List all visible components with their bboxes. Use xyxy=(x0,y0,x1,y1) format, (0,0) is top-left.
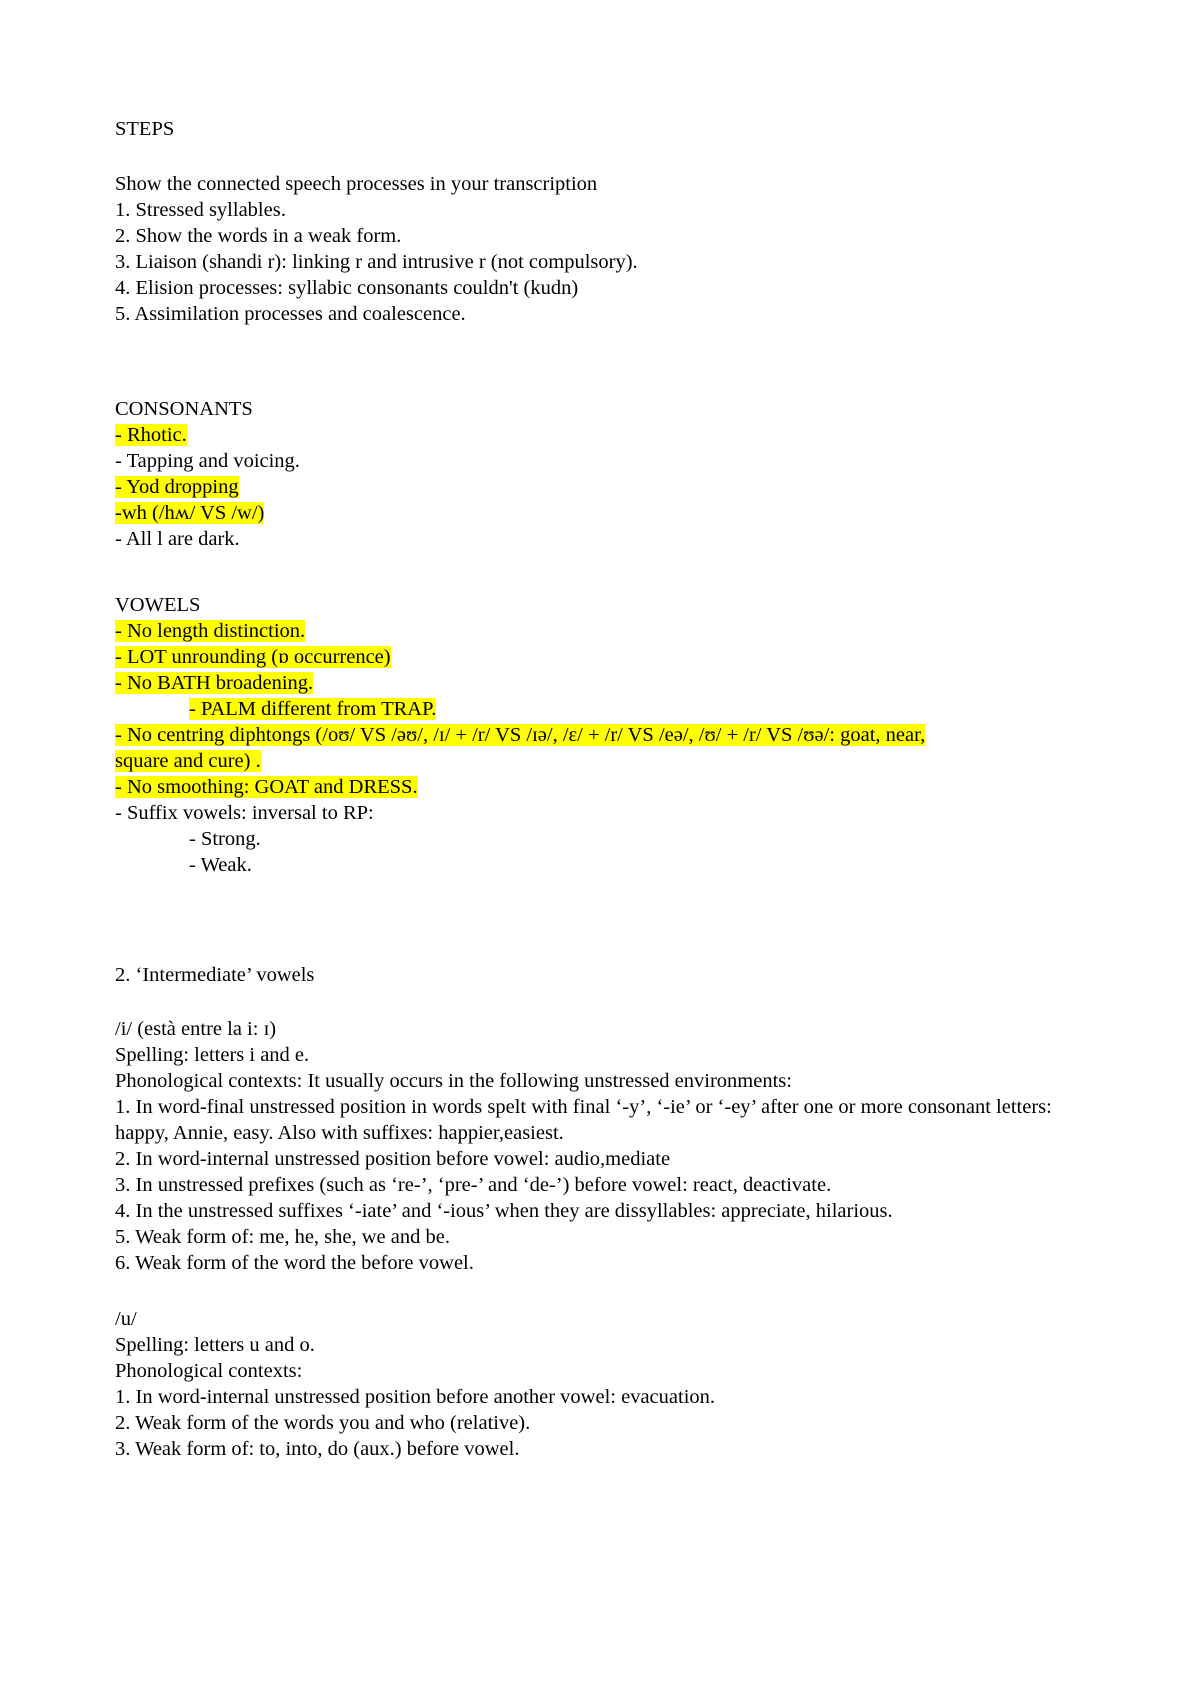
consonants-item xyxy=(115,474,239,500)
u-item: 2. Weak form of the words you and who (relative). xyxy=(115,1412,531,1434)
vowels-subitem: - Weak. xyxy=(189,854,252,876)
steps-intro: Show the connected speech processes in your transcription xyxy=(115,173,598,195)
highlighted-text: -wh (/hʍ/ VS /w/) xyxy=(115,502,265,524)
i-contexts: Phonological contexts: It usually occurs in the following unstressed environments: xyxy=(115,1070,792,1092)
u-contexts: Phonological contexts: xyxy=(115,1360,303,1382)
highlighted-text: - Yod dropping xyxy=(115,476,239,498)
i-item: 5. Weak form of: me, he, she, we and be. xyxy=(115,1226,450,1248)
highlighted-text: square and cure) . xyxy=(115,750,261,772)
i-item: 2. In word-internal unstressed position before vowel: audio,mediate xyxy=(115,1148,671,1170)
i-item: 4. In the unstressed suffixes ‘-iate’ and ‘-ious’ when they are dissyllables: appreciate, hilarious. xyxy=(115,1200,893,1222)
steps-item: 2. Show the words in a weak form. xyxy=(115,225,402,247)
vowels-item xyxy=(115,722,925,748)
intermediate-heading: 2. ‘Intermediate’ vowels xyxy=(115,964,315,986)
u-item: 1. In word-internal unstressed position before another vowel: evacuation. xyxy=(115,1386,716,1408)
u-title: /u/ xyxy=(115,1308,137,1330)
i-item: 6. Weak form of the word the before vowel. xyxy=(115,1252,474,1274)
steps-heading: STEPS xyxy=(115,118,175,140)
vowels-item-continued xyxy=(115,748,261,774)
vowels-item: - Suffix vowels: inversal to RP: xyxy=(115,802,374,824)
steps-item: 5. Assimilation processes and coalescence. xyxy=(115,303,466,325)
highlighted-text: - PALM different from TRAP. xyxy=(189,698,437,720)
i-spelling: Spelling: letters i and e. xyxy=(115,1044,310,1066)
highlighted-text: - No smoothing: GOAT and DRESS. xyxy=(115,776,418,798)
vowels-item xyxy=(115,644,391,670)
i-item: 1. In word-final unstressed position in words spelt with final ‘-y’, ‘-ie’ or ‘-ey’ after one or more consonant letters: happy, Annie, easy. Also with suffixes: happier,easiest. xyxy=(115,1096,1052,1144)
consonants-item: - Tapping and voicing. xyxy=(115,450,300,472)
consonants-item xyxy=(115,500,264,526)
consonants-item xyxy=(115,422,187,448)
highlighted-text: - No length distinction. xyxy=(115,620,306,642)
steps-item: 1. Stressed syllables. xyxy=(115,199,286,221)
steps-item: 4. Elision processes: syllabic consonants couldn't (kudn) xyxy=(115,277,579,299)
vowels-item xyxy=(115,670,313,696)
steps-item: 3. Liaison (shandi r): linking r and intrusive r (not compulsory). xyxy=(115,251,638,273)
vowels-item xyxy=(115,774,418,800)
vowels-subitem xyxy=(189,696,436,722)
highlighted-text: - Rhotic. xyxy=(115,424,187,446)
highlighted-text: - LOT unrounding (ɒ occurrence) xyxy=(115,646,391,668)
i-title: /i/ (està entre la i: ɪ) xyxy=(115,1018,277,1040)
consonants-item: - All l are dark. xyxy=(115,528,240,550)
vowels-item xyxy=(115,618,305,644)
highlighted-text: - No centring diphtongs (/oʊ/ VS /əʊ/, /ɪ/ + /r/ VS /ɪə/, /ɛ/ + /r/ VS /eə/, /ʊ/ + /r/ VS /ʊə/: goat, near, xyxy=(115,724,926,746)
vowels-heading: VOWELS xyxy=(115,594,201,616)
vowels-subitem: - Strong. xyxy=(189,828,261,850)
u-spelling: Spelling: letters u and o. xyxy=(115,1334,315,1356)
consonants-heading: CONSONANTS xyxy=(115,398,253,420)
u-item: 3. Weak form of: to, into, do (aux.) before vowel. xyxy=(115,1438,520,1460)
i-item: 3. In unstressed prefixes (such as ‘re-’, ‘pre-’ and ‘de-’) before vowel: react, deactivate. xyxy=(115,1174,832,1196)
highlighted-text: - No BATH broadening. xyxy=(115,672,314,694)
